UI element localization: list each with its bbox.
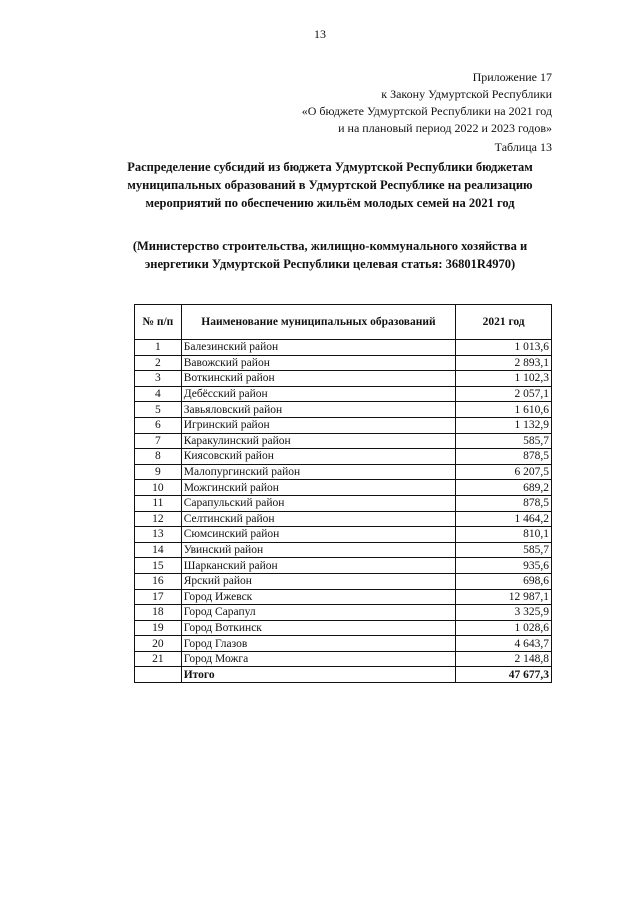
- table-row: [135, 355, 552, 371]
- row-value: 1 028,6: [456, 620, 552, 636]
- table-row: [135, 542, 552, 558]
- table-label: Таблица 13: [494, 140, 552, 154]
- row-name: Увинский район: [181, 542, 455, 558]
- row-value: 689,2: [456, 480, 552, 496]
- row-value: 1 610,6: [456, 402, 552, 418]
- row-name: Можгинский район: [181, 480, 455, 496]
- row-value: 878,5: [456, 495, 552, 511]
- row-name: Шарканский район: [181, 558, 455, 574]
- total-row: [135, 667, 552, 683]
- total-label: Итого: [181, 667, 455, 683]
- table-row: [135, 417, 552, 433]
- document-title: Распределение субсидий из бюджета Удмуртской Республики бюджетам муниципальных образований в Удмуртской Республике на реализацию мероприятий по обеспечению жильём молодых семей на 2021 год: [127, 160, 533, 210]
- table-row: [135, 651, 552, 667]
- row-value: 6 207,5: [456, 464, 552, 480]
- appendix-block: [302, 69, 552, 137]
- row-value: 2 057,1: [456, 386, 552, 402]
- row-value: 2 148,8: [456, 651, 552, 667]
- row-name: Город Можга: [181, 651, 455, 667]
- table-row: [135, 573, 552, 589]
- row-name: Сюмсинский район: [181, 527, 455, 543]
- row-number: 20: [135, 636, 182, 652]
- header-value: 2021 год: [456, 305, 552, 340]
- row-value: 698,6: [456, 573, 552, 589]
- subsidy-table: [134, 304, 552, 683]
- row-number: 1: [135, 340, 182, 356]
- row-name: Селтинский район: [181, 511, 455, 527]
- row-number: 4: [135, 386, 182, 402]
- table-row: [135, 511, 552, 527]
- appendix-line: и на плановый период 2022 и 2023 годов»: [338, 121, 552, 135]
- table-row: [135, 605, 552, 621]
- table-row: [135, 527, 552, 543]
- row-number: 6: [135, 417, 182, 433]
- row-number: 14: [135, 542, 182, 558]
- row-number: 12: [135, 511, 182, 527]
- row-value: 1 102,3: [456, 371, 552, 387]
- row-value: 878,5: [456, 449, 552, 465]
- row-number: 11: [135, 495, 182, 511]
- row-value: 935,6: [456, 558, 552, 574]
- document-subtitle: (Министерство строительства, жилищно-коммунального хозяйства и энергетики Удмуртской Республики целевая статья: 36801R4970): [132, 239, 528, 271]
- table-row: [135, 495, 552, 511]
- row-number: 7: [135, 433, 182, 449]
- row-name: Ярский район: [181, 573, 455, 589]
- row-value: 1 132,9: [456, 417, 552, 433]
- table-row: [135, 371, 552, 387]
- row-name: Малопургинский район: [181, 464, 455, 480]
- table-row: [135, 433, 552, 449]
- table-row: [135, 402, 552, 418]
- row-value: 2 893,1: [456, 355, 552, 371]
- row-number: 18: [135, 605, 182, 621]
- table-row: [135, 620, 552, 636]
- appendix-line: Приложение 17: [472, 70, 552, 84]
- row-number: 9: [135, 464, 182, 480]
- row-name: Игринский район: [181, 417, 455, 433]
- table-row: [135, 464, 552, 480]
- row-value: 4 643,7: [456, 636, 552, 652]
- row-number: 5: [135, 402, 182, 418]
- table-row: [135, 636, 552, 652]
- row-number: 21: [135, 651, 182, 667]
- row-name: Каракулинский район: [181, 433, 455, 449]
- row-number: 2: [135, 355, 182, 371]
- row-number: 8: [135, 449, 182, 465]
- appendix-line: «О бюджете Удмуртской Республики на 2021 год: [301, 104, 552, 118]
- row-name: Вавожский район: [181, 355, 455, 371]
- row-name: Город Воткинск: [181, 620, 455, 636]
- row-value: 1 464,2: [456, 511, 552, 527]
- table-row: [135, 480, 552, 496]
- table-row: [135, 449, 552, 465]
- row-number: 19: [135, 620, 182, 636]
- row-name: Киясовский район: [181, 449, 455, 465]
- table-row: [135, 386, 552, 402]
- header-number: № п/п: [135, 305, 182, 340]
- row-value: 12 987,1: [456, 589, 552, 605]
- row-value: 810,1: [456, 527, 552, 543]
- row-value: 1 013,6: [456, 340, 552, 356]
- appendix-line: к Закону Удмуртской Республики: [381, 87, 552, 101]
- row-number: 15: [135, 558, 182, 574]
- row-number: 17: [135, 589, 182, 605]
- row-number: 16: [135, 573, 182, 589]
- total-value: 47 677,3: [456, 667, 552, 683]
- row-name: Балезинский район: [181, 340, 455, 356]
- page-number: 13: [314, 27, 326, 41]
- row-value: 585,7: [456, 542, 552, 558]
- table-row: [135, 340, 552, 356]
- row-value: 585,7: [456, 433, 552, 449]
- total-number: [135, 667, 182, 683]
- table-header-row: [135, 305, 552, 340]
- row-name: Город Ижевск: [181, 589, 455, 605]
- header-name: Наименование муниципальных образований: [181, 305, 455, 340]
- table-body: [135, 340, 552, 683]
- row-name: Город Сарапул: [181, 605, 455, 621]
- row-number: 13: [135, 527, 182, 543]
- table-row: [135, 558, 552, 574]
- row-name: Завьяловский район: [181, 402, 455, 418]
- row-value: 3 325,9: [456, 605, 552, 621]
- row-name: Дебёсский район: [181, 386, 455, 402]
- row-name: Воткинский район: [181, 371, 455, 387]
- table-row: [135, 589, 552, 605]
- row-number: 3: [135, 371, 182, 387]
- row-number: 10: [135, 480, 182, 496]
- row-name: Сарапульский район: [181, 495, 455, 511]
- row-name: Город Глазов: [181, 636, 455, 652]
